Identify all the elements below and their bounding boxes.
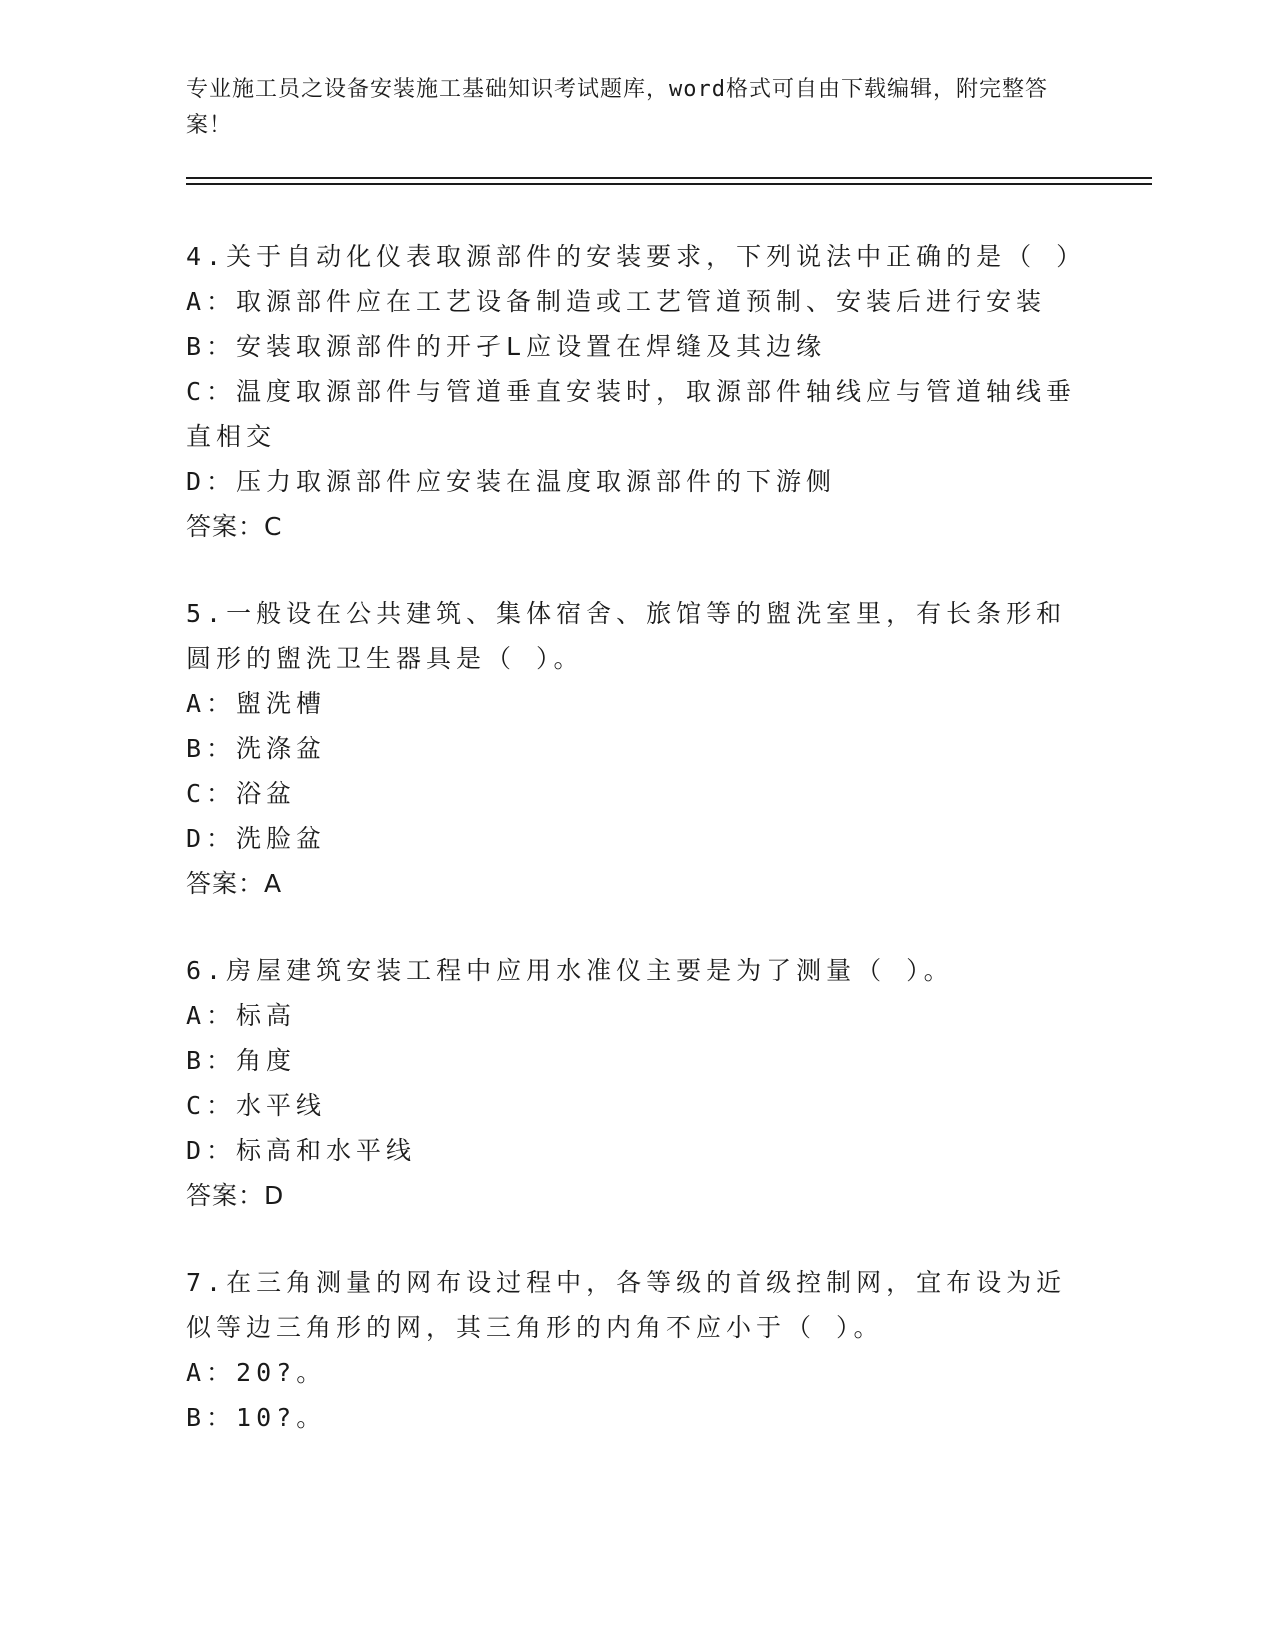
question-4	[186, 234, 1086, 549]
question-list	[186, 234, 1086, 1482]
option-d: D：压力取源部件应安装在温度取源部件的下游侧	[186, 467, 837, 496]
option-b: B：10?。	[186, 1403, 327, 1432]
option-b: B：安装取源部件的开孑L应设置在焊缝及其边缘	[186, 332, 827, 361]
option-a: A：盥洗槽	[186, 689, 327, 718]
option-a: A：取源部件应在工艺设备制造或工艺管道预制、安装后进行安装	[186, 287, 1047, 316]
option-b: B：角度	[186, 1046, 297, 1075]
question-stem: 4.关于自动化仪表取源部件的安装要求，下列说法中正确的是（ ）	[186, 242, 1087, 271]
option-c: C：浴盆	[186, 779, 297, 808]
answer: 答案：A	[186, 869, 283, 898]
option-a: A：标高	[186, 1001, 297, 1030]
question-stem: 5.一般设在公共建筑、集体宿舍、旅馆等的盥洗室里，有长条形和圆形的盥洗卫生器具是（ ）。	[186, 599, 1067, 673]
question-6	[186, 948, 1086, 1218]
option-a: A：20?。	[186, 1358, 327, 1387]
option-b: B：洗涤盆	[186, 734, 327, 763]
option-c: C：温度取源部件与管道垂直安装时，取源部件轴线应与管道轴线垂直相交	[186, 377, 1077, 451]
header-divider-bottom	[186, 183, 1152, 185]
question-5	[186, 591, 1086, 906]
option-d: D：洗脸盆	[186, 824, 327, 853]
answer: 答案：D	[186, 1181, 285, 1210]
option-c: C：水平线	[186, 1091, 327, 1120]
document-header: 专业施工员之设备安装施工基础知识考试题库，word格式可自由下载编辑，附完整答案！	[186, 77, 1048, 138]
header-divider-top	[186, 177, 1152, 179]
question-stem: 7.在三角测量的网布设过程中，各等级的首级控制网，宜布设为近似等边三角形的网，其三角形的内角不应小于（ ）。	[186, 1268, 1067, 1342]
question-7	[186, 1260, 1086, 1440]
answer: 答案：C	[186, 512, 283, 541]
option-d: D：标高和水平线	[186, 1136, 417, 1165]
question-stem: 6.房屋建筑安装工程中应用水准仪主要是为了测量（ ）。	[186, 956, 954, 985]
